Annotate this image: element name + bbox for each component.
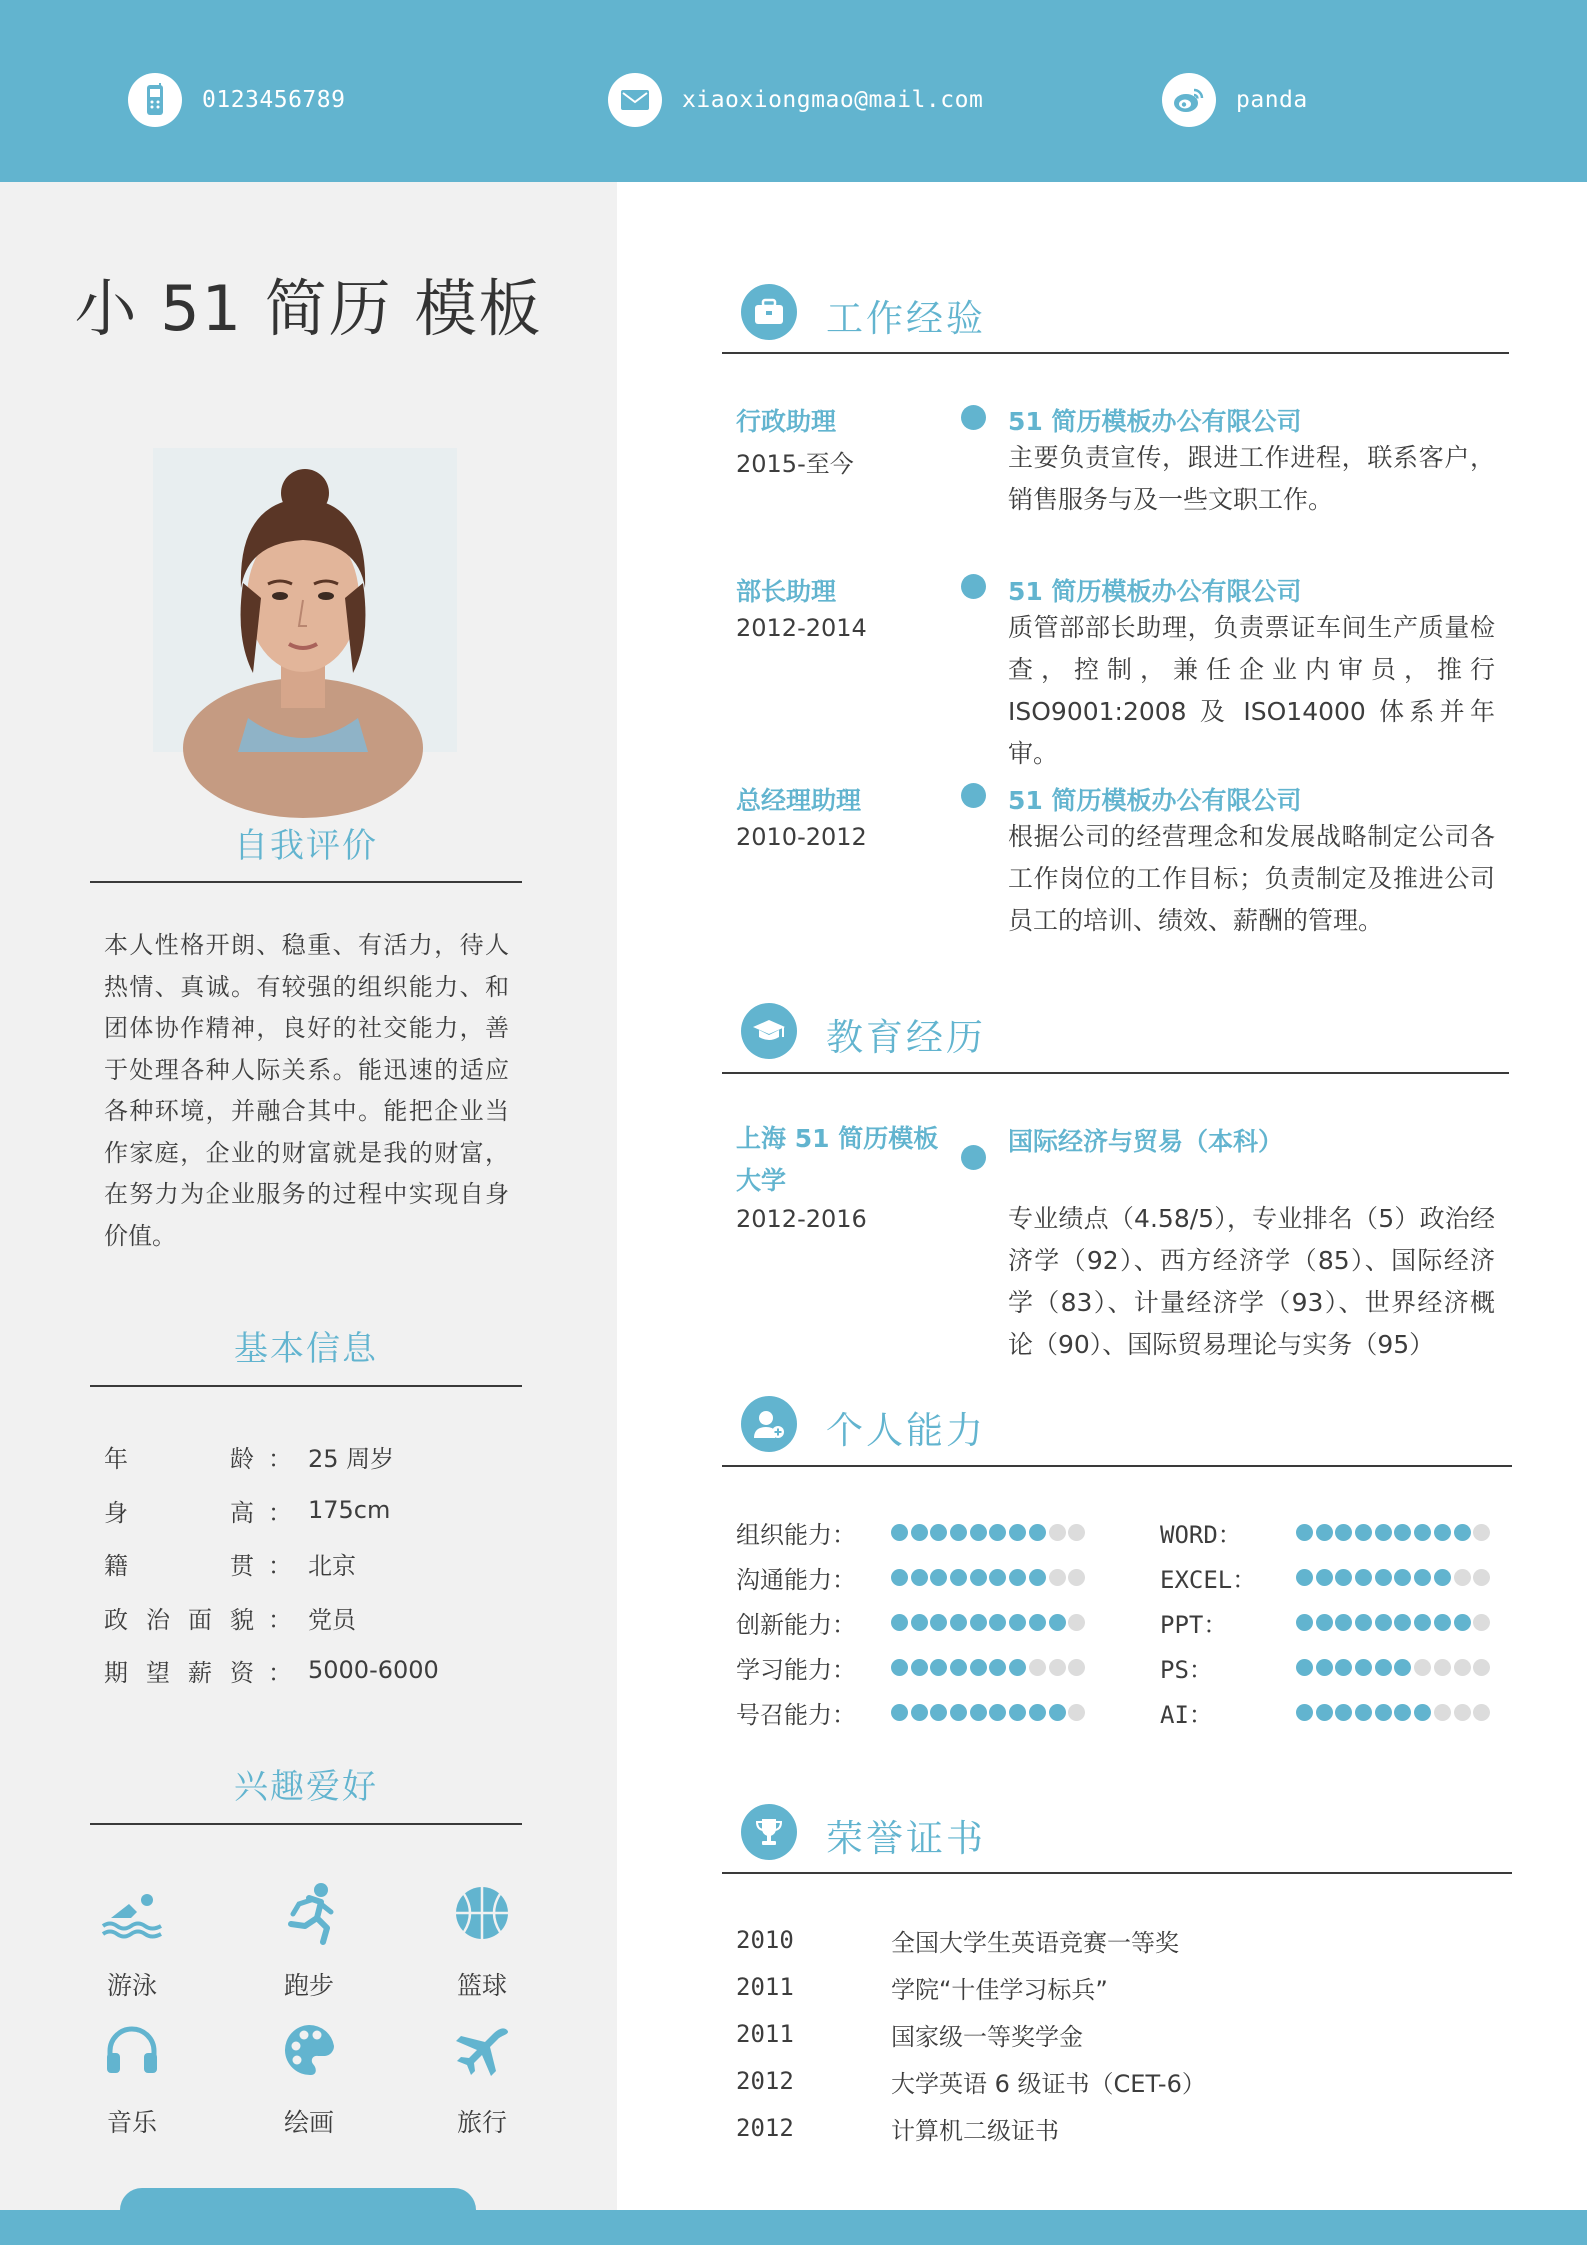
info-value: 5000-6000	[308, 1656, 439, 1684]
rating-dot-empty	[1068, 1659, 1085, 1676]
rating-dot-filled	[1434, 1614, 1451, 1631]
school-name: 上海 51 简历模板大学	[736, 1124, 939, 1195]
rating-dot-filled	[1296, 1659, 1313, 1676]
rating-dot-filled	[989, 1524, 1006, 1541]
rating-dot-filled	[1335, 1614, 1352, 1631]
rating-dot-filled	[1394, 1524, 1411, 1541]
rating-dot-filled	[950, 1614, 967, 1631]
hobby-travel	[422, 2015, 542, 2139]
rating-dot-filled	[1355, 1614, 1372, 1631]
mail-icon	[608, 73, 662, 127]
info-label-char: 面	[188, 1605, 212, 1634]
skill-label: 学习能力：	[736, 1655, 856, 1684]
rating-dot-filled	[1375, 1659, 1392, 1676]
skill-rating	[1296, 1569, 1493, 1586]
hobby-basketball	[422, 1878, 542, 2002]
honor-row	[736, 2063, 1206, 2099]
info-value: 北京	[308, 1551, 356, 1580]
rating-dot-filled	[1394, 1659, 1411, 1676]
rating-dot-filled	[1394, 1614, 1411, 1631]
divider	[722, 1465, 1512, 1467]
skill-rating	[891, 1524, 1088, 1541]
rating-dot-filled	[911, 1614, 928, 1631]
honor-year: 2012	[736, 2114, 794, 2142]
divider	[90, 881, 522, 883]
phone-number: 0123456789	[202, 87, 346, 113]
info-label-char: 身	[104, 1498, 128, 1527]
rating-dot-filled	[1316, 1659, 1333, 1676]
rating-dot-filled	[950, 1524, 967, 1541]
company-name: 51 简历模板办公有限公司	[1008, 786, 1302, 815]
contact-email	[608, 74, 983, 126]
footer-bar	[0, 2210, 1587, 2245]
rating-dot-filled	[1375, 1569, 1392, 1586]
rating-dot-empty	[1068, 1524, 1085, 1541]
info-row	[104, 1650, 439, 1690]
rating-dot-empty	[1454, 1659, 1471, 1676]
info-colon: ：	[268, 1551, 292, 1580]
info-row	[104, 1597, 356, 1637]
rating-dot-filled	[1355, 1704, 1372, 1721]
skill-label: WORD：	[1160, 1520, 1242, 1549]
profile-photo	[153, 448, 457, 752]
trophy-icon	[741, 1804, 797, 1860]
user-add-icon	[741, 1396, 797, 1452]
hobby-painting	[249, 2015, 369, 2139]
resume-title: 小 51 简历 模板	[74, 272, 543, 345]
skill-rating	[891, 1614, 1088, 1631]
education-heading: 教育经历	[826, 1016, 986, 1059]
rating-dot-filled	[1454, 1614, 1471, 1631]
self-evaluation-text: 本人性格开朗、稳重、有活力，待人热情、真诚。有较强的组织能力、和团体协作精神，良好的社交能力，善于处理各种人际关系。能迅速的适应各种环境，并融合其中。能把企业当作家庭，企业的财富就是我的财富，在努力为企业服务的过程中实现自身价值。	[104, 931, 509, 1250]
rating-dot-filled	[1009, 1569, 1026, 1586]
honor-row	[736, 2110, 1059, 2146]
honor-year: 2012	[736, 2067, 794, 2095]
info-label	[104, 1493, 254, 1528]
honor-name: 学院“十佳学习标兵”	[891, 1975, 1108, 2004]
work-heading: 工作经验	[826, 297, 986, 340]
skill-label: 组织能力：	[736, 1520, 856, 1549]
skill-label: PPT：	[1160, 1610, 1228, 1639]
info-row	[104, 1543, 356, 1583]
job-title: 总经理助理	[736, 786, 862, 815]
rating-dot-filled	[1296, 1569, 1313, 1586]
skill-rating	[1296, 1704, 1493, 1721]
rating-dot-filled	[1316, 1569, 1333, 1586]
divider	[722, 1872, 1512, 1874]
rating-dot-filled	[970, 1659, 987, 1676]
skill-label: PS：	[1160, 1655, 1213, 1684]
rating-dot-filled	[1296, 1704, 1313, 1721]
skill-row	[736, 1562, 856, 1592]
rating-dot-empty	[1049, 1569, 1066, 1586]
education-date: 2012-2016	[736, 1205, 867, 1233]
palette-icon	[249, 2015, 369, 2085]
rating-dot-filled	[950, 1659, 967, 1676]
rating-dot-filled	[1029, 1569, 1046, 1586]
rating-dot-filled	[1296, 1614, 1313, 1631]
rating-dot-filled	[1316, 1704, 1333, 1721]
info-label-char: 贯	[230, 1551, 254, 1580]
skill-rating	[891, 1659, 1088, 1676]
rating-dot-filled	[1009, 1659, 1026, 1676]
hobby-label: 旅行	[456, 2108, 507, 2137]
swimming-icon	[72, 1878, 192, 1948]
rating-dot-filled	[1394, 1704, 1411, 1721]
rating-dot-filled	[1355, 1524, 1372, 1541]
rating-dot-filled	[1029, 1614, 1046, 1631]
rating-dot-filled	[1335, 1569, 1352, 1586]
rating-dot-empty	[1473, 1524, 1490, 1541]
rating-dot-filled	[989, 1614, 1006, 1631]
rating-dot-empty	[1068, 1704, 1085, 1721]
rating-dot-filled	[891, 1524, 908, 1541]
hobbies-heading: 兴趣爱好	[234, 1767, 378, 1807]
rating-dot-filled	[1009, 1704, 1026, 1721]
rating-dot-filled	[1049, 1614, 1066, 1631]
rating-dot-filled	[891, 1569, 908, 1586]
rating-dot-filled	[1434, 1569, 1451, 1586]
honor-row	[736, 2016, 1083, 2052]
basic-info-heading: 基本信息	[234, 1329, 378, 1369]
skill-row	[736, 1697, 856, 1727]
honor-name: 大学英语 6 级证书（CET-6）	[891, 2069, 1206, 2098]
skill-row	[736, 1652, 856, 1682]
rating-dot-filled	[930, 1704, 947, 1721]
info-label-char: 政	[104, 1605, 128, 1634]
honor-row	[736, 1922, 1179, 1958]
info-colon: ：	[268, 1658, 292, 1687]
rating-dot-filled	[930, 1524, 947, 1541]
honor-row	[736, 1969, 1108, 2005]
rating-dot-empty	[1049, 1524, 1066, 1541]
weibo-name: panda	[1236, 87, 1308, 113]
education-description: 专业绩点（4.58/5），专业排名（5）政治经济学（92）、西方经济学（85）、国际经济学（83）、计量经济学（93）、世界经济概论（90）、国际贸易理论与实务（95）	[1008, 1204, 1495, 1359]
divider	[90, 1823, 522, 1825]
skill-rating	[1296, 1614, 1493, 1631]
rating-dot-filled	[1335, 1704, 1352, 1721]
info-label-char: 年	[104, 1444, 128, 1473]
info-label-char: 望	[146, 1658, 170, 1687]
rating-dot-empty	[1029, 1659, 1046, 1676]
rating-dot-filled	[1355, 1569, 1372, 1586]
hobby-label: 游泳	[106, 1971, 157, 2000]
info-label-char: 高	[230, 1498, 254, 1527]
basketball-icon	[422, 1878, 542, 1948]
honor-year: 2011	[736, 1973, 794, 2001]
rating-dot-empty	[1454, 1704, 1471, 1721]
divider	[722, 1072, 1509, 1074]
info-colon: ：	[268, 1605, 292, 1634]
skill-label: EXCEL：	[1160, 1565, 1257, 1594]
info-label	[104, 1439, 254, 1474]
hobby-running	[249, 1878, 369, 2002]
info-row	[104, 1490, 390, 1530]
rating-dot-filled	[1414, 1524, 1431, 1541]
rating-dot-filled	[891, 1704, 908, 1721]
hobby-label: 音乐	[106, 2108, 157, 2137]
rating-dot-empty	[1473, 1659, 1490, 1676]
rating-dot-empty	[1068, 1569, 1085, 1586]
honor-name: 全国大学生英语竞赛一等奖	[891, 1928, 1179, 1957]
job-title: 部长助理	[736, 577, 837, 606]
hobby-swimming	[72, 1878, 192, 2002]
rating-dot-filled	[930, 1569, 947, 1586]
skill-label: 沟通能力：	[736, 1565, 856, 1594]
email-address[interactable]: xiaoxiongmao@mail.com	[682, 87, 984, 113]
rating-dot-filled	[1009, 1524, 1026, 1541]
skill-row	[1160, 1517, 1242, 1547]
rating-dot-filled	[989, 1569, 1006, 1586]
rating-dot-filled	[1296, 1524, 1313, 1541]
rating-dot-filled	[1414, 1614, 1431, 1631]
skill-label: 号召能力：	[736, 1700, 856, 1729]
info-label-char: 治	[146, 1605, 170, 1634]
self-evaluation-heading: 自我评价	[234, 826, 378, 866]
rating-dot-filled	[1414, 1569, 1431, 1586]
info-label-char: 龄	[230, 1444, 254, 1473]
info-label	[104, 1600, 254, 1635]
info-colon: ：	[268, 1498, 292, 1527]
rating-dot-filled	[1375, 1704, 1392, 1721]
rating-dot-filled	[1394, 1569, 1411, 1586]
rating-dot-filled	[911, 1704, 928, 1721]
rating-dot-filled	[1375, 1524, 1392, 1541]
job-date: 2015-至今	[736, 450, 854, 478]
skill-row	[1160, 1562, 1256, 1592]
rating-dot-filled	[950, 1704, 967, 1721]
rating-dot-filled	[891, 1659, 908, 1676]
rating-dot-filled	[1316, 1614, 1333, 1631]
rating-dot-filled	[1355, 1659, 1372, 1676]
job-description: 根据公司的经营理念和发展战略制定公司各工作岗位的工作目标；负责制定及推进公司员工的培训、绩效、薪酬的管理。	[1008, 822, 1495, 935]
info-value: 25 周岁	[308, 1444, 395, 1473]
skill-rating	[891, 1704, 1088, 1721]
info-value: 175cm	[308, 1496, 391, 1524]
rating-dot-empty	[1454, 1569, 1471, 1586]
rating-dot-filled	[930, 1659, 947, 1676]
honor-year: 2010	[736, 1926, 794, 1954]
job-date: 2010-2012	[736, 823, 867, 851]
info-label-char: 期	[104, 1658, 128, 1687]
rating-dot-filled	[970, 1569, 987, 1586]
headphones-icon	[72, 2015, 192, 2085]
honor-name: 国家级一等奖学金	[891, 2022, 1083, 2051]
timeline-dot	[961, 783, 986, 808]
major-name: 国际经济与贸易（本科）	[1008, 1127, 1284, 1156]
timeline-dot	[961, 405, 986, 430]
contact-weibo	[1162, 74, 1308, 126]
skill-rating	[1296, 1659, 1493, 1676]
rating-dot-empty	[1414, 1659, 1431, 1676]
rating-dot-filled	[989, 1659, 1006, 1676]
rating-dot-filled	[911, 1569, 928, 1586]
rating-dot-filled	[989, 1704, 1006, 1721]
skill-row	[1160, 1607, 1227, 1637]
rating-dot-filled	[1049, 1704, 1066, 1721]
rating-dot-filled	[970, 1524, 987, 1541]
rating-dot-filled	[970, 1704, 987, 1721]
honor-name: 计算机二级证书	[891, 2116, 1059, 2145]
timeline-dot	[961, 574, 986, 599]
rating-dot-filled	[1009, 1614, 1026, 1631]
info-label	[104, 1653, 254, 1688]
info-label-char: 资	[230, 1658, 254, 1687]
skill-row	[1160, 1697, 1213, 1727]
rating-dot-filled	[1414, 1704, 1431, 1721]
rating-dot-filled	[970, 1614, 987, 1631]
job-description: 质管部部长助理，负责票证车间生产质量检查，控制，兼任企业内审员，推行 ISO9001:2008 及 ISO14000 体系并年审。	[1008, 613, 1495, 768]
divider	[90, 1385, 522, 1387]
skill-label: AI：	[1160, 1700, 1213, 1729]
rating-dot-filled	[1029, 1524, 1046, 1541]
rating-dot-empty	[1068, 1614, 1085, 1631]
rating-dot-filled	[1375, 1614, 1392, 1631]
rating-dot-filled	[911, 1524, 928, 1541]
rating-dot-filled	[1335, 1659, 1352, 1676]
rating-dot-empty	[1049, 1659, 1066, 1676]
rating-dot-filled	[1316, 1524, 1333, 1541]
info-label-char: 籍	[104, 1551, 128, 1580]
rating-dot-filled	[950, 1569, 967, 1586]
company-name: 51 简历模板办公有限公司	[1008, 407, 1302, 436]
info-row	[104, 1436, 394, 1476]
rating-dot-filled	[891, 1614, 908, 1631]
rating-dot-filled	[1434, 1524, 1451, 1541]
divider	[722, 352, 1509, 354]
weibo-icon	[1162, 73, 1216, 127]
airplane-icon	[422, 2015, 542, 2085]
running-icon	[249, 1878, 369, 1948]
briefcase-icon	[741, 284, 797, 340]
rating-dot-empty	[1473, 1614, 1490, 1631]
abilities-heading: 个人能力	[826, 1409, 986, 1452]
rating-dot-empty	[1473, 1704, 1490, 1721]
hobby-label: 跑步	[283, 1971, 334, 2000]
skill-row	[736, 1517, 856, 1547]
company-name: 51 简历模板办公有限公司	[1008, 577, 1302, 606]
hobby-music	[72, 2015, 192, 2139]
skill-rating	[1296, 1524, 1493, 1541]
skill-rating	[891, 1569, 1088, 1586]
contact-phone	[128, 74, 345, 126]
timeline-dot	[961, 1145, 986, 1170]
rating-dot-filled	[930, 1614, 947, 1631]
info-label-char: 貌	[230, 1605, 254, 1634]
job-description: 主要负责宣传，跟进工作进程，联系客户，销售服务与及一些文职工作。	[1008, 443, 1495, 514]
job-date: 2012-2014	[736, 614, 867, 642]
info-label	[104, 1546, 254, 1581]
skill-row	[736, 1607, 856, 1637]
info-label-char: 薪	[188, 1658, 212, 1687]
rating-dot-filled	[1029, 1704, 1046, 1721]
rating-dot-empty	[1434, 1659, 1451, 1676]
rating-dot-filled	[1335, 1524, 1352, 1541]
rating-dot-empty	[1434, 1704, 1451, 1721]
skill-label: 创新能力：	[736, 1610, 856, 1639]
hobby-label: 绘画	[283, 2108, 334, 2137]
graduation-cap-icon	[741, 1003, 797, 1059]
job-title: 行政助理	[736, 407, 837, 436]
rating-dot-filled	[1454, 1524, 1471, 1541]
honors-heading: 荣誉证书	[826, 1817, 986, 1860]
info-colon: ：	[268, 1444, 292, 1473]
honor-year: 2011	[736, 2020, 794, 2048]
phone-icon	[128, 73, 182, 127]
hobby-label: 篮球	[456, 1971, 507, 2000]
rating-dot-empty	[1473, 1569, 1490, 1586]
rating-dot-filled	[911, 1659, 928, 1676]
info-value: 党员	[308, 1605, 356, 1634]
skill-row	[1160, 1652, 1213, 1682]
